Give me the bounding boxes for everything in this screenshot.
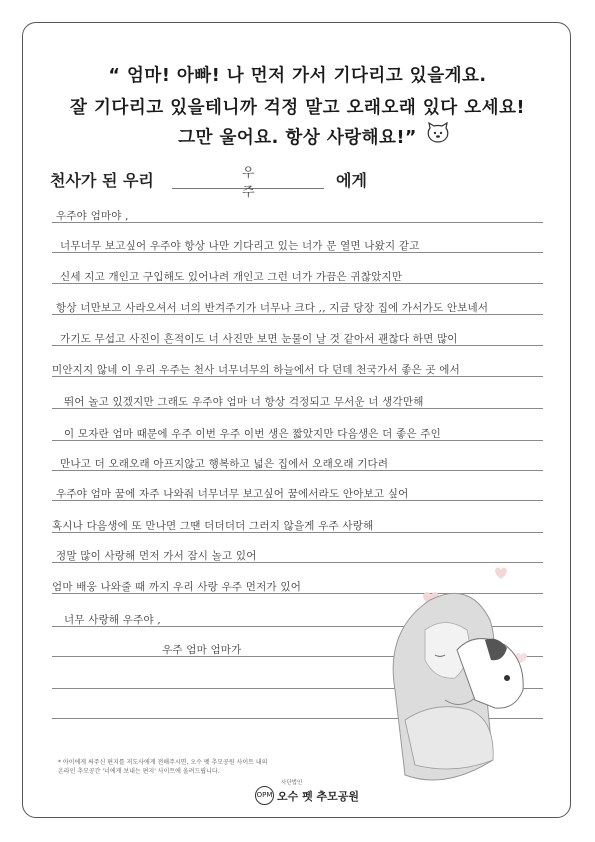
letter-line: 너무너무 보고싶어 우주야 항상 나만 기다리고 있는 너가 문 열면 나왔지 같고 — [60, 240, 420, 252]
letter-line: 혹시나 다음생에 또 만나면 그땐 더더더더 그러지 않을게 우주 사랑해 — [52, 520, 374, 532]
footnote-line-1: * 아이에게 써주신 편지를 저도사에게 전해주시면, 오수 펫 추모공원 사이트 내의 — [58, 759, 268, 766]
letter-line: 우주 엄마 엄마가 — [162, 644, 242, 656]
pet-face-icon — [426, 122, 450, 144]
woman-hugging-dog-illustration — [375, 560, 545, 800]
letter-line: 항상 너만보고 사라오셔서 너의 반겨주기가 너무나 크다 ,, 지금 당장 집에 가서가도 안보네서 — [56, 302, 489, 314]
letter-line: 정말 많이 사랑해 먼저 가서 잠시 놀고 있어 — [56, 550, 257, 562]
letter-line: 우주야 엄마야 , — [56, 210, 129, 222]
letter-line: 엄마 배웅 나와줄 때 까지 우리 사랑 우주 먼저가 있어 — [52, 581, 302, 593]
letter-line: 가기도 무섭고 사진이 흔적이도 너 사진만 보면 눈물이 날 것 같아서 괜찮다 하면 많이 — [60, 333, 458, 345]
quote-line-3: 그만 울어요. 항상 사랑해요!” — [178, 128, 417, 148]
brand-name: 오수 펫 추모공원 — [277, 790, 360, 803]
quote-line-1: “ 엄마! 아빠! 나 먼저 가서 기다리고 있을게요. — [108, 66, 487, 86]
letter-line: 뛰어 놀고 있겠지만 그래도 우주야 엄마 너 항상 걱정되고 무서운 너 생각만해 — [64, 396, 424, 408]
recipient-prefix: 천사가 된 우리 — [50, 171, 154, 190]
letter-line: 신세 지고 개인고 구입해도 있어나려 개인고 그런 너가 가끔은 귀찮았지만 — [60, 271, 403, 283]
recipient-suffix: 에게 — [336, 171, 367, 190]
letter-line: 우주야 엄마 꿈에 자주 나와줘 너무너무 보고싶어 꿈에서라도 안아보고 싶어 — [56, 488, 409, 500]
letter-line: 만나고 더 오래오래 아프지않고 행복하고 넓은 집에서 오래오래 기다려 — [60, 458, 389, 470]
letter-line: 너무 사랑해 우주야 , — [64, 614, 161, 626]
recipient-pet-name: 우주 — [242, 166, 255, 200]
footnote — [58, 758, 267, 776]
footnote-line-2: 온라인 추모공간 '너에게 보내는 편지' 사이트에 올려드립니다. — [58, 768, 220, 775]
quote-line-2: 잘 기다리고 있을테니까 걱정 말고 오래오래 있다 오세요! — [70, 98, 525, 118]
letter-line: 이 모자란 엄마 때문에 우주 이번 우주 이번 생은 짧았지만 다음생은 더 좋은 주인 — [64, 428, 441, 440]
letter-line: 미안지지 않네 이 우리 우주는 천사 너무너무의 하늘에서 다 던데 천국가서 좋은 곳 에서 — [52, 364, 460, 376]
brand-small-label: 사단법인 — [281, 780, 303, 786]
brand-mark-icon: OPM — [255, 786, 274, 805]
